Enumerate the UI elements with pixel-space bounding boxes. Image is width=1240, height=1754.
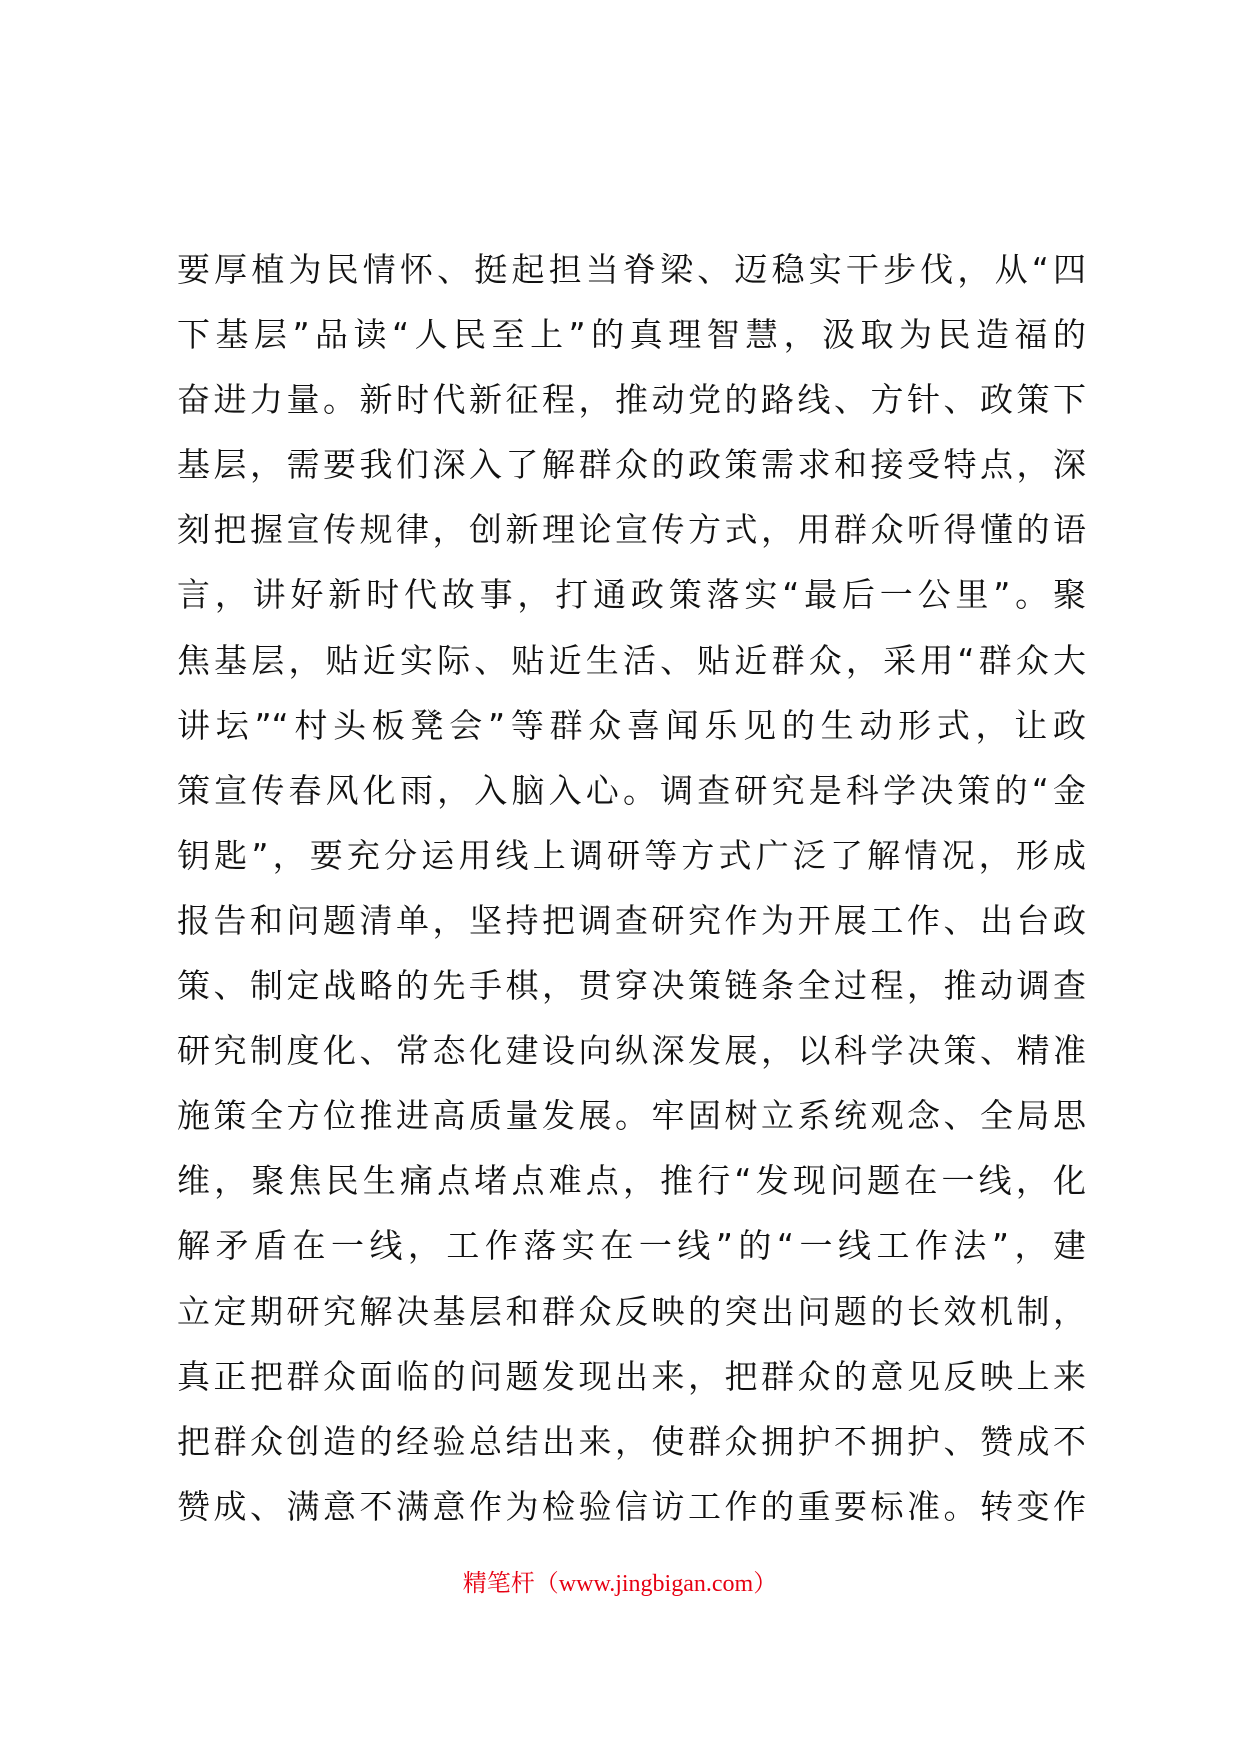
- text-line: 讲坛”“村头板凳会”等群众喜闻乐见的生动形式，让政: [177, 705, 1086, 745]
- text-line: 真正把群众面临的问题发现出来，把群众的意见反映上来: [177, 1356, 1086, 1396]
- text-line: 立定期研究解决基层和群众反映的突出问题的长效机制，: [177, 1291, 1086, 1331]
- text-line: 奋进力量。新时代新征程，推动党的路线、方针、政策下: [177, 380, 1086, 420]
- text-line: 策、制定战略的先手棋，贯穿决策链条全过程，推动调查: [177, 966, 1086, 1006]
- text-line: 研究制度化、常态化建设向纵深发展，以科学决策、精准: [177, 1031, 1086, 1071]
- text-line: 报告和问题清单，坚持把调查研究作为开展工作、出台政: [177, 900, 1086, 940]
- text-line: 下基层”品读“人民至上”的真理智慧，汲取为民造福的: [177, 315, 1086, 355]
- text-line: 策宣传春风化雨，入脑入心。调查研究是科学决策的“金: [177, 770, 1086, 810]
- text-line: 把群众创造的经验总结出来，使群众拥护不拥护、赞成不: [177, 1421, 1086, 1461]
- text-line: 言，讲好新时代故事，打通政策落实“最后一公里”。聚: [177, 575, 1086, 615]
- text-line: 刻把握宣传规律，创新理论宣传方式，用群众听得懂的语: [177, 510, 1086, 550]
- text-line: 维，聚焦民生痛点堵点难点，推行“发现问题在一线，化: [177, 1161, 1086, 1201]
- body-paragraph: [177, 237, 1086, 1539]
- text-line: 基层，需要我们深入了解群众的政策需求和接受特点，深: [177, 445, 1086, 485]
- footer-watermark: 精笔杆（www.jingbigan.com）: [462, 1571, 778, 1597]
- text-line: 施策全方位推进高质量发展。牢固树立系统观念、全局思: [177, 1096, 1086, 1136]
- text-line: 要厚植为民情怀、挺起担当脊梁、迈稳实干步伐，从“四: [177, 250, 1086, 289]
- text-line: 解矛盾在一线，工作落实在一线”的“一线工作法”，建: [177, 1226, 1086, 1266]
- text-line: 焦基层，贴近实际、贴近生活、贴近群众，采用“群众大: [177, 640, 1086, 680]
- text-line: 钥匙”，要充分运用线上调研等方式广泛了解情况，形成: [177, 835, 1086, 875]
- text-line: 赞成、满意不满意作为检验信访工作的重要标准。转变作: [177, 1486, 1086, 1526]
